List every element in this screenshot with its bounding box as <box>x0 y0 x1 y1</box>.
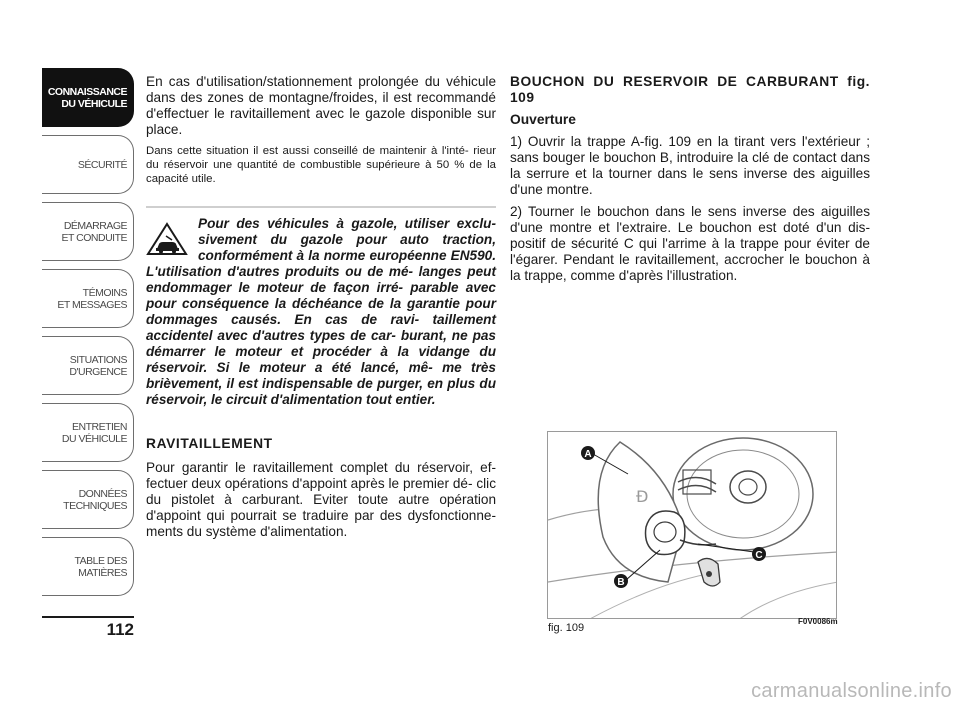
watermark: carmanualsonline.info <box>751 680 952 702</box>
warning-box <box>146 206 496 408</box>
tab-table-matieres[interactable] <box>42 537 134 596</box>
figure-label-b: B <box>617 577 625 588</box>
figure-label-a: A <box>584 449 592 460</box>
fuel-cap-illustration <box>548 432 837 619</box>
tab-donnees-techniques[interactable] <box>42 470 134 529</box>
left-column <box>146 74 496 546</box>
tab-label: SÉCURITÉ <box>77 158 127 171</box>
tab-entretien-vehicule[interactable] <box>42 403 134 462</box>
tab-label: DONNÉES TECHNIQUES <box>63 487 127 512</box>
tab-securite[interactable] <box>42 135 134 194</box>
ravitaillement-paragraph: Pour garantir le ravitaillement complet du réservoir, ef- fectuer deux opérations d'appoint après le premier dé- clic du pistolet à carburant. Eviter toute autre opération d'appoint qui pourrait se traduire par des dysfonctionne- ments du système d'alimentation. <box>146 460 496 539</box>
tab-label: TÉMOINS ET MESSAGES <box>57 286 127 311</box>
tab-demarrage-conduite[interactable] <box>42 202 134 261</box>
figure-caption: fig. 109 <box>548 622 585 634</box>
tab-label: SITUATIONS D'URGENCE <box>69 353 127 378</box>
tab-label: TABLE DES MATIÈRES <box>74 554 127 579</box>
tab-label: ENTRETIEN DU VÉHICULE <box>61 420 127 445</box>
tab-label: CONNAISSANCE DU VÉHICULE <box>47 85 127 110</box>
note-paragraph: Dans cette situation il est aussi conseillé de maintenir à l'inté- rieur du réservoir une quantité de combustible supérieure à 50 % de la capacité utile. <box>146 145 496 185</box>
warning-car-icon <box>146 222 188 256</box>
figure-label-c: C <box>755 550 763 561</box>
subtitle-ouverture: Ouverture <box>510 112 576 127</box>
tab-situations-urgence[interactable] <box>42 336 134 395</box>
section-title-bouchon: BOUCHON DU RESERVOIR DE CARBURANT fig. 109 <box>510 74 870 105</box>
chapter-tabs <box>42 68 134 604</box>
intro-paragraph: En cas d'utilisation/stationnement prolongée du véhicule dans des zones de montagne/froides, il est recommandé d'effectuer le ravitaillement avec le gazole disponible sur place. <box>146 74 496 137</box>
page-number: 112 <box>106 620 134 639</box>
step-2-paragraph: 2) Tourner le bouchon dans le sens inverse des aiguilles d'une montre et l'extraire. Le bouchon est doté d'un dis- positif de sécurité C qui l'arrime à la trappe pour éviter de l'égarer. Pendant le ravitaillement, accrocher le bouchon à la trappe, comme d'après l'illustration. <box>510 204 870 283</box>
right-column <box>510 74 870 290</box>
tab-connaissance-vehicule[interactable] <box>42 68 134 127</box>
figure-109 <box>547 431 837 619</box>
tab-temoins-messages[interactable] <box>42 269 134 328</box>
figure-code: F0V0086m <box>798 617 838 626</box>
step-1-paragraph: 1) Ouvrir la trappe A-fig. 109 en la tirant vers l'extérieur ; sans bouger le bouchon B, introduire la clé de contact dans la serrure et la tourner dans le sens inverse des aiguilles d'une montre. <box>510 134 870 197</box>
warning-text: Pour des véhicules à gazole, utiliser exclu- sivement du gazole pour auto traction, conformément à la norme européenne EN590. L'utilisation d'autres produits ou de mé- langes peut endommager le moteur de façon irré- parable avec pour conséquence la déchéance de la garantie pour dommages causés. En cas de ravi- taillement accidentel avec d'autres types de car- burant, ne pas démarrer le moteur et procéder à la vidange du réservoir. Si le moteur a été lancé, mê- me très brièvement, il est indispensable de purger, en plus du réservoir, le circuit d'alimentation tout entier. <box>146 216 496 407</box>
svg-text:Ð: Ð <box>636 487 649 506</box>
sidebar-divider <box>42 616 134 618</box>
tab-label: DÉMARRAGE ET CONDUITE <box>61 219 127 244</box>
section-title-ravitaillement: RAVITAILLEMENT <box>146 436 273 451</box>
